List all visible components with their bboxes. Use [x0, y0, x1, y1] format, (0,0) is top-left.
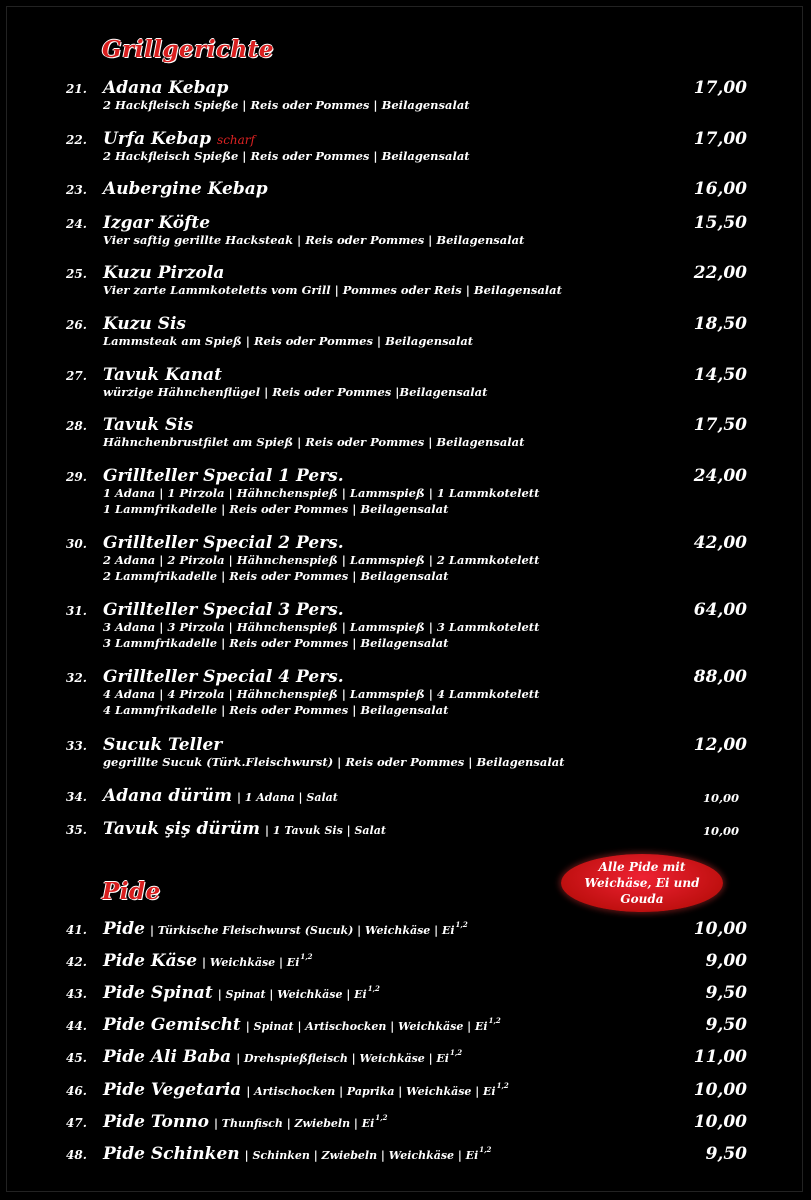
item-name: Pide Tonno	[103, 1112, 209, 1132]
item-extra: | Schinken | Zwiebeln | Weichkäse | Ei	[244, 1149, 479, 1162]
item-description: 2 Adana | 2 Pirzola | Hähnchenspieß | Lammspieß | 2 Lammkotelett	[103, 553, 540, 567]
item-extra: | Spinat | Weichkäse | Ei	[217, 988, 367, 1001]
item-name-wrap	[103, 1080, 509, 1100]
item-price: 9,50	[705, 983, 747, 1003]
item-name: Pide Ali Baba	[103, 1047, 232, 1067]
spicy-tag: scharf	[217, 133, 255, 147]
badge-line: Weichäse, Ei und	[584, 876, 700, 890]
item-price: 10,00	[693, 1112, 747, 1132]
item-price: 10,00	[693, 919, 747, 939]
item-price: 17,00	[693, 78, 747, 98]
item-number: 28.	[66, 419, 87, 433]
item-name: Adana dürüm	[103, 786, 232, 806]
item-number: 41.	[66, 923, 87, 937]
item-extra: | Türkische Fleischwurst (Sucuk) | Weichkäse | Ei	[149, 924, 455, 937]
item-name-wrap	[103, 1112, 387, 1132]
item-number: 31.	[66, 604, 87, 618]
item-number: 30.	[66, 537, 87, 551]
item-name: Pide Spinat	[103, 983, 213, 1003]
allergen-note: 1,2	[496, 1081, 509, 1091]
item-name: Pide Käse	[103, 951, 198, 971]
item-name-wrap	[103, 1047, 462, 1067]
item-name: Grillteller Special 3 Pers.	[103, 600, 344, 620]
item-description: Lammsteak am Spieß | Reis oder Pommes | Beilagensalat	[103, 334, 474, 348]
item-name: Kuzu Sis	[103, 314, 186, 334]
item-extra: | Artischocken | Paprika | Weichkäse | Ei	[246, 1085, 496, 1098]
item-name: Izgar Köfte	[103, 213, 211, 233]
item-description: 1 Adana | 1 Pirzola | Hähnchenspieß | Lammspieß | 1 Lammkotelett	[103, 486, 540, 500]
allergen-note: 1,2	[367, 984, 380, 994]
item-number: 22.	[66, 133, 87, 147]
info-badge	[561, 854, 723, 912]
item-number: 27.	[66, 369, 87, 383]
item-price: 14,50	[693, 365, 747, 385]
item-number: 24.	[66, 217, 87, 231]
item-number: 46.	[66, 1084, 87, 1098]
section-title-pide: Pide	[102, 878, 161, 905]
item-price: 10,00	[702, 791, 739, 805]
item-price: 12,00	[693, 735, 747, 755]
item-description: Vier saftig gerillte Hacksteak | Reis oder Pommes | Beilagensalat	[103, 233, 525, 247]
badge-line: Gouda	[620, 892, 664, 906]
item-name-wrap	[103, 951, 313, 971]
item-number: 47.	[66, 1116, 87, 1130]
item-number: 43.	[66, 987, 87, 1001]
allergen-note: 1,2	[375, 1113, 388, 1123]
allergen-note: 1,2	[300, 952, 313, 962]
item-name: Tavuk Kanat	[103, 365, 222, 385]
item-description: 2 Hackfleisch Spieße | Reis oder Pommes | Beilagensalat	[103, 149, 470, 163]
item-number: 32.	[66, 671, 87, 685]
item-price: 9,50	[705, 1015, 747, 1035]
item-description-line2: 3 Lammfrikadelle | Reis oder Pommes | Beilagensalat	[103, 636, 449, 650]
item-name: Tavuk Sis	[103, 415, 194, 435]
item-number: 21.	[66, 82, 87, 96]
item-price: 42,00	[693, 533, 747, 553]
item-price: 88,00	[693, 667, 747, 687]
item-name: Tavuk şiş dürüm	[103, 819, 261, 839]
item-name: Adana Kebap	[103, 78, 229, 98]
item-name: Pide Vegetaria	[103, 1080, 242, 1100]
item-number: 45.	[66, 1051, 87, 1065]
item-description: 3 Adana | 3 Pirzola | Hähnchenspieß | Lammspieß | 3 Lammkotelett	[103, 620, 540, 634]
item-number: 35.	[66, 823, 87, 837]
item-name-wrap	[103, 1144, 491, 1164]
item-price: 16,00	[693, 179, 747, 199]
item-price: 9,50	[705, 1144, 747, 1164]
item-name: Grillteller Special 4 Pers.	[103, 667, 344, 687]
section-title-grillgerichte: Grillgerichte	[102, 36, 275, 63]
item-extra: | 1 Tavuk Sis | Salat	[265, 824, 386, 837]
item-description-line2: 4 Lammfrikadelle | Reis oder Pommes | Beilagensalat	[103, 703, 449, 717]
item-extra: | Spinat | Artischocken | Weichkäse | Ei	[245, 1020, 488, 1033]
item-price: 24,00	[693, 466, 747, 486]
item-number: 25.	[66, 267, 87, 281]
item-name: Aubergine Kebap	[103, 179, 268, 199]
item-number: 23.	[66, 183, 87, 197]
item-price: 22,00	[693, 263, 747, 283]
item-name-wrap	[103, 819, 386, 839]
item-number: 29.	[66, 470, 87, 484]
item-extra: | 1 Adana | Salat	[236, 791, 338, 804]
allergen-note: 1,2	[479, 1145, 492, 1155]
item-name: Kuzu Pirzola	[103, 263, 225, 283]
item-number: 34.	[66, 790, 87, 804]
item-number: 26.	[66, 318, 87, 332]
item-number: 44.	[66, 1019, 87, 1033]
allergen-note: 1,2	[455, 920, 468, 930]
item-name: Sucuk Teller	[103, 735, 223, 755]
item-name-wrap	[103, 919, 468, 939]
item-name: Grillteller Special 2 Pers.	[103, 533, 344, 553]
item-price: 15,50	[693, 213, 747, 233]
item-name: Pide Schinken	[103, 1144, 240, 1164]
item-price: 11,00	[693, 1047, 747, 1067]
item-price: 18,50	[693, 314, 747, 334]
item-price: 17,50	[693, 415, 747, 435]
item-price: 17,00	[693, 129, 747, 149]
item-description-line2: 1 Lammfrikadelle | Reis oder Pommes | Beilagensalat	[103, 502, 449, 516]
item-name-wrap	[103, 983, 380, 1003]
item-number: 48.	[66, 1148, 87, 1162]
item-number: 42.	[66, 955, 87, 969]
item-description: 2 Hackfleisch Spieße | Reis oder Pommes | Beilagensalat	[103, 98, 470, 112]
item-name-wrap	[103, 1015, 501, 1035]
item-name: Urfa Kebap	[103, 129, 212, 149]
item-price: 10,00	[693, 1080, 747, 1100]
item-name-wrap	[103, 129, 255, 149]
item-extra: | Thunfisch | Zwiebeln | Ei	[213, 1117, 375, 1130]
item-name-wrap	[103, 786, 338, 806]
item-description: 4 Adana | 4 Pirzola | Hähnchenspieß | Lammspieß | 4 Lammkotelett	[103, 687, 540, 701]
item-price: 9,00	[705, 951, 747, 971]
item-name: Grillteller Special 1 Pers.	[103, 466, 344, 486]
item-number: 33.	[66, 739, 87, 753]
item-extra: | Weichkäse | Ei	[202, 956, 300, 969]
item-description: Hähnchenbrustfilet am Spieß | Reis oder Pommes | Beilagensalat	[103, 435, 525, 449]
item-description-line2: 2 Lammfrikadelle | Reis oder Pommes | Beilagensalat	[103, 569, 449, 583]
item-extra: | Drehspießfleisch | Weichkäse | Ei	[236, 1052, 449, 1065]
item-price: 10,00	[702, 824, 739, 838]
allergen-note: 1,2	[488, 1016, 501, 1026]
item-description: Vier zarte Lammkoteletts vom Grill | Pommes oder Reis | Beilagensalat	[103, 283, 562, 297]
item-description: gegrillte Sucuk (Türk.Fleischwurst) | Reis oder Pommes | Beilagensalat	[103, 755, 565, 769]
item-name: Pide Gemischt	[103, 1015, 241, 1035]
item-name: Pide	[103, 919, 145, 939]
item-price: 64,00	[693, 600, 747, 620]
allergen-note: 1,2	[450, 1048, 463, 1058]
badge-line: Alle Pide mit	[598, 860, 686, 874]
item-description: würzige Hähnchenflügel | Reis oder Pommes |Beilagensalat	[103, 385, 488, 399]
